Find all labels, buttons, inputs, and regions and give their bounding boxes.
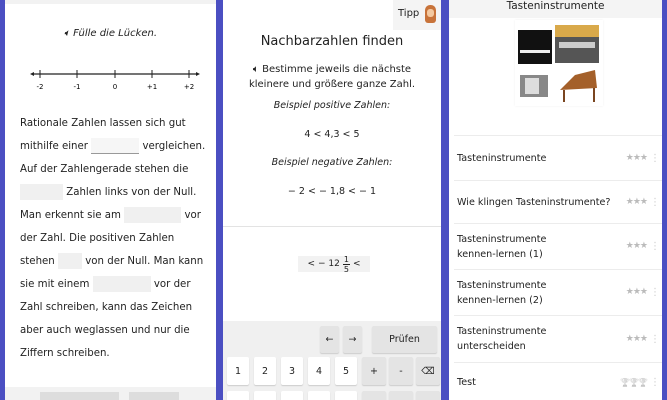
desc-line: kleinere und größere ganze Zahl. xyxy=(248,79,416,90)
list-item[interactable] xyxy=(454,362,662,400)
item-label: Tasteninstrumente kennen-lernen (2) xyxy=(457,279,547,306)
text: vor der Zahl schreiben, kann das Zeichen aber auch weglassen und nur die Ziffern schreiben. xyxy=(20,279,193,359)
fraction xyxy=(343,255,350,274)
example-negative: − 2 < − 1,8 < − 1 xyxy=(287,186,377,197)
example-positive-label: Beispiel positive Zahlen: xyxy=(273,100,391,111)
key-4[interactable]: 4 xyxy=(308,357,330,385)
less-than: < xyxy=(307,259,316,269)
neighbor-numbers-panel xyxy=(223,0,441,400)
more-icon[interactable]: ⋮ xyxy=(650,152,660,164)
avatar-icon xyxy=(425,5,436,23)
gap-input-1[interactable] xyxy=(91,138,139,154)
star-rating: ★★★ xyxy=(625,241,647,251)
key-row2[interactable] xyxy=(227,391,249,400)
tick-label: -2 xyxy=(36,83,44,91)
text: vergleichen. Auf der Zahlengerade stehen die xyxy=(20,141,206,175)
item-label: Tasteninstrumente kennen-lernen (1) xyxy=(457,233,547,260)
key-plus[interactable]: + xyxy=(362,357,386,385)
backspace-key[interactable]: ⌫ xyxy=(416,357,440,385)
bottom-button-2[interactable] xyxy=(129,392,179,400)
cursor-right-key[interactable]: → xyxy=(343,326,362,353)
trophy-rating: 🏆🏆🏆 xyxy=(620,378,647,387)
cursor-left-key[interactable]: ← xyxy=(320,326,339,353)
speaker-icon[interactable]: 🔈︎ xyxy=(252,64,259,75)
key-row2[interactable] xyxy=(254,391,276,400)
text: Rationale Zahlen lassen sich gut mithilfe einer xyxy=(20,118,186,152)
list-item[interactable] xyxy=(454,180,662,223)
cloze-exercise-panel xyxy=(5,0,216,400)
key-3[interactable]: 3 xyxy=(281,357,303,385)
gap-input-2[interactable] xyxy=(20,184,63,200)
number-line xyxy=(30,66,200,96)
gap-input-5[interactable] xyxy=(93,276,151,292)
text: vor der Zahl. Die positiven Zahlen stehen xyxy=(20,210,201,267)
star-rating: ★★★ xyxy=(625,333,647,344)
task-description xyxy=(223,62,441,92)
item-label: Tasteninstrumente unterscheiden xyxy=(457,326,547,352)
tipp-button[interactable] xyxy=(393,0,441,30)
cloze-text xyxy=(20,112,210,365)
item-label: Tasteninstrumente xyxy=(457,152,547,164)
more-icon[interactable]: ⋮ xyxy=(650,377,660,388)
text: Zahlen links von der Null. Man erkennt sie am xyxy=(20,187,197,221)
answer-input[interactable] xyxy=(298,256,370,272)
top-bar xyxy=(5,0,216,4)
text: von der Null. Man kann sie mit einem xyxy=(20,256,204,290)
key-5[interactable]: 5 xyxy=(335,357,357,385)
tick-label: +2 xyxy=(183,83,195,91)
star-rating: ★★★ xyxy=(625,196,647,207)
tipp-label: Tipp xyxy=(398,8,420,19)
key-2[interactable]: 2 xyxy=(254,357,276,385)
key-row2[interactable] xyxy=(308,391,330,400)
star-rating: ★★★ xyxy=(625,287,647,297)
more-icon[interactable]: ⋮ xyxy=(650,241,660,252)
example-negative-label: Beispiel negative Zahlen: xyxy=(271,157,393,168)
item-label: Test xyxy=(457,377,476,388)
star-rating: ★★★ xyxy=(625,152,647,163)
item-label: Wie klingen Tasteninstrumente? xyxy=(457,196,611,208)
tick-label: -1 xyxy=(73,83,81,91)
list-item[interactable] xyxy=(454,269,662,315)
key-row2[interactable] xyxy=(389,391,413,400)
more-icon[interactable]: ⋮ xyxy=(650,287,660,298)
numerator: 1 xyxy=(343,254,349,264)
check-button[interactable]: Prüfen xyxy=(372,326,437,353)
number-keyboard xyxy=(223,321,441,400)
bottom-button-1[interactable] xyxy=(40,392,119,400)
whole-part: − 12 xyxy=(318,259,340,269)
example-positive: 4 < 4,3 < 5 xyxy=(304,129,360,140)
gap-input-4[interactable] xyxy=(58,253,82,269)
speaker-icon[interactable]: 🔈︎ xyxy=(63,28,70,39)
instruction-text: Fülle die Lücken. xyxy=(73,28,158,39)
course-title: Tasteninstrumente xyxy=(449,0,662,18)
more-icon[interactable]: ⋮ xyxy=(650,333,660,345)
denominator: 5 xyxy=(343,264,349,274)
list-item[interactable] xyxy=(454,135,662,180)
keyboard-instruments-image xyxy=(515,20,603,106)
list-item[interactable] xyxy=(454,223,662,269)
lesson-list xyxy=(454,135,662,400)
divider xyxy=(223,226,441,227)
instruction xyxy=(5,28,216,39)
key-1[interactable]: 1 xyxy=(227,357,249,385)
bottom-bar xyxy=(5,387,216,400)
key-minus[interactable]: - xyxy=(389,357,413,385)
key-row2[interactable] xyxy=(416,391,440,400)
gap-input-3[interactable] xyxy=(124,207,181,223)
tick-label: +1 xyxy=(146,83,158,91)
desc-line: Bestimme jeweils die nächste xyxy=(262,64,412,75)
list-item[interactable] xyxy=(454,315,662,362)
course-panel xyxy=(449,0,662,400)
key-row2[interactable] xyxy=(281,391,303,400)
tick-label: 0 xyxy=(112,83,118,91)
more-icon[interactable]: ⋮ xyxy=(650,196,660,208)
key-row2[interactable] xyxy=(362,391,386,400)
key-row2[interactable] xyxy=(335,391,357,400)
page-title: Nachbarzahlen finden xyxy=(260,34,404,49)
less-than: < xyxy=(352,259,361,269)
